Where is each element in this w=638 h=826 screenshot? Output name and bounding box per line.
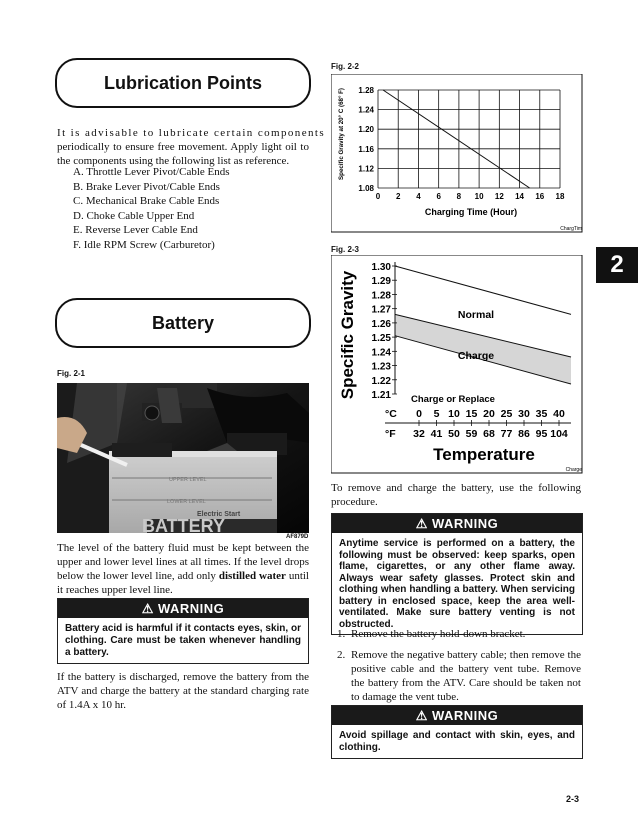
- chart1-x-tick: 16: [535, 192, 545, 201]
- lubrication-list: [73, 165, 230, 252]
- chart1-x-tick: 14: [515, 192, 525, 201]
- warning-title: WARNING: [157, 601, 225, 616]
- chart2-region-normal: Normal: [457, 309, 495, 321]
- chart2-x-tick-f: 104: [550, 428, 568, 440]
- chart1-code: ChargTim: [560, 226, 582, 232]
- lubrication-intro-line1: It is advisable to lubricate certain components: [57, 127, 326, 139]
- chart1-series-line: [383, 90, 530, 188]
- warning-box-service: [331, 513, 583, 635]
- lubrication-heading-text: Lubrication Points: [103, 72, 262, 93]
- battery-heading: [55, 298, 311, 348]
- chart2-y-tick: 1.21: [371, 390, 391, 401]
- chart2-x-tick-c: 15: [465, 408, 478, 420]
- warning-title: WARNING: [431, 708, 499, 723]
- battery-heading-text: Battery: [151, 312, 215, 333]
- chart2-y-tick: 1.26: [371, 318, 391, 330]
- level-text-1: The level of the battery fluid must be kept between the upper and lower level lines at all times. If the level drops below the lower level line, add only: [57, 542, 309, 582]
- discharged-paragraph: If the battery is discharged, remove the battery from the ATV and charge the battery at the standard charging rate of 1.4A x 10 hr.: [57, 671, 309, 711]
- chart1-y-tick: 1.24: [358, 105, 374, 115]
- chart2-x-tick-c: 10: [448, 408, 460, 420]
- chart2-x-tick-f: 59: [465, 428, 478, 440]
- chart2-x-tick-c: 25: [500, 408, 513, 420]
- chart1-xlabel: Charging Time (Hour): [424, 207, 518, 217]
- level-text-2: until it reaches upper level line.: [57, 570, 309, 596]
- chart2-y-tick: 1.25: [371, 333, 391, 345]
- fig-2-3-label: Fig. 2-3: [331, 245, 360, 254]
- chart2-y-tick: 1.27: [371, 304, 391, 316]
- chart2-x-tick-c: 30: [518, 408, 530, 420]
- chart1-x-tick: 2: [395, 192, 401, 201]
- chart2-xlabel: Temperature: [433, 445, 535, 464]
- list-item: F. Idle RPM Screw (Carburetor): [73, 238, 215, 251]
- warning-triangle-icon: ⚠: [141, 601, 154, 616]
- chart2-line-0: [395, 266, 571, 314]
- warning-triangle-icon: ⚠: [415, 516, 428, 531]
- chart1-x-tick: 8: [456, 192, 462, 201]
- chart2-x-tick-f: 68: [483, 428, 495, 440]
- chart2-y-tick: 1.23: [371, 361, 391, 373]
- warning-text: Avoid spillage and contact with skin, eyes, and clothing.: [339, 730, 575, 753]
- battery-word-text: BATTERY: [142, 516, 225, 533]
- electric-start-text: Electric Start: [197, 511, 241, 518]
- chart2-region-charge: Charge: [457, 350, 495, 362]
- chart2-x-tick-f: 86: [518, 428, 530, 440]
- chart2-x-tick-f: 95: [535, 428, 548, 440]
- chart1-x-tick: 0: [375, 192, 381, 201]
- list-item: B. Brake Lever Pivot/Cable Ends: [73, 180, 220, 193]
- chart2-x-tick-c: 35: [535, 408, 548, 420]
- warning-header: [332, 706, 582, 725]
- chart2-y-tick: 1.29: [371, 276, 391, 288]
- warning-triangle-icon: ⚠: [415, 708, 428, 723]
- chart2-x-tick-f: 77: [500, 428, 513, 440]
- chapter-tab: 2: [596, 247, 638, 283]
- step-text: Remove the battery hold-down bracket.: [351, 628, 526, 640]
- chart1-ylabel: Specific Gravity at 20° C (68° F): [338, 88, 345, 180]
- chart1-x-tick: 12: [494, 192, 504, 201]
- photo-code: AF879D: [286, 534, 309, 540]
- warning-title: WARNING: [431, 516, 499, 531]
- step-text: Remove the negative battery cable; then remove the positive cable and the battery vent tube. Remove the battery from the ATV. Care should be taken not to damage the vent tube.: [351, 649, 581, 703]
- upper-level-text: UPPER LEVEL: [169, 477, 207, 483]
- chart2-y-tick: 1.22: [371, 375, 391, 387]
- chart2-x-tick-f: 32: [413, 428, 425, 440]
- chart2-x-tick-c: 0: [416, 408, 422, 420]
- warning-box-acid: [57, 598, 309, 664]
- level-text-bold: distilled water: [218, 570, 286, 582]
- chart1-y-tick: 1.12: [358, 164, 374, 174]
- chart-charging-time: [331, 74, 583, 236]
- chart2-x-tick-f: 50: [448, 428, 460, 440]
- list-item: C. Mechanical Brake Cable Ends: [73, 195, 220, 207]
- chart2-x-tick-f: 41: [430, 428, 443, 440]
- chart1-x-tick: 18: [555, 192, 565, 201]
- fig-2-2-label: Fig. 2-2: [331, 62, 360, 71]
- warning-text: Anytime service is performed on a battery, the following must be observed: keep sparks, open flame, cigarettes, or any other flame away. Always wear safety glasses. Protect skin and clothing when handling a battery. When servicing battery in enclosed space, keep the area well-ventilated. Make sure battery venting is not obstructed.: [339, 538, 575, 630]
- warning-header: [332, 514, 582, 533]
- warning-box-spillage: [331, 705, 583, 759]
- chart1-y-tick: 1.28: [358, 86, 374, 95]
- chart2-y-tick: 1.30: [371, 262, 391, 273]
- warning-text: Battery acid is harmful if it contacts eyes, skin, or clothing. Care must be taken whenever handling a battery.: [65, 623, 301, 658]
- chart2-y-tick: 1.28: [371, 290, 391, 302]
- chart2-unit-c: °C: [385, 408, 397, 420]
- chart1-x-tick: 6: [436, 192, 441, 201]
- chart1-y-tick: 1.20: [358, 125, 374, 135]
- chart2-region-replace: Charge or Replace: [411, 394, 495, 405]
- list-item: E. Reverse Lever Cable End: [73, 224, 198, 236]
- fig-2-1-label: Fig. 2-1: [57, 369, 86, 378]
- chart1-x-tick: 10: [474, 192, 484, 201]
- lubrication-heading: [55, 58, 311, 108]
- battery-photo: [57, 383, 309, 533]
- chart2-ylabel: Specific Gravity: [338, 270, 357, 400]
- list-item: D. Choke Cable Upper End: [73, 209, 195, 222]
- chart2-code: Charge: [565, 467, 582, 473]
- chart1-x-tick: 4: [416, 192, 421, 201]
- chart1-y-tick: 1.16: [358, 144, 374, 154]
- chart-temperature: [331, 255, 583, 477]
- chart2-x-tick-c: 20: [483, 408, 495, 420]
- chart2-unit-f: °F: [385, 428, 396, 440]
- procedure-step-1: [337, 627, 581, 641]
- chart1-y-tick: 1.08: [358, 184, 374, 193]
- chart2-y-tick: 1.24: [371, 347, 391, 359]
- step-number: 2.: [337, 649, 346, 661]
- lubrication-intro: periodically to ensure free movement. Apply light oil to the components using the following list as reference.: [57, 141, 309, 167]
- page-number: 2-3: [565, 794, 579, 804]
- chart2-x-tick-c: 5: [433, 408, 440, 420]
- warning-header: [58, 599, 308, 618]
- list-item: A. Throttle Lever Pivot/Cable Ends: [73, 166, 230, 178]
- battery-level-paragraph: [57, 541, 309, 597]
- step-number: 1.: [337, 628, 346, 640]
- procedure-step-2: [337, 648, 581, 704]
- lower-level-text: LOWER LEVEL: [167, 499, 206, 505]
- chart2-x-tick-c: 40: [553, 408, 565, 420]
- procedure-intro: To remove and charge the battery, use the following procedure.: [331, 482, 581, 508]
